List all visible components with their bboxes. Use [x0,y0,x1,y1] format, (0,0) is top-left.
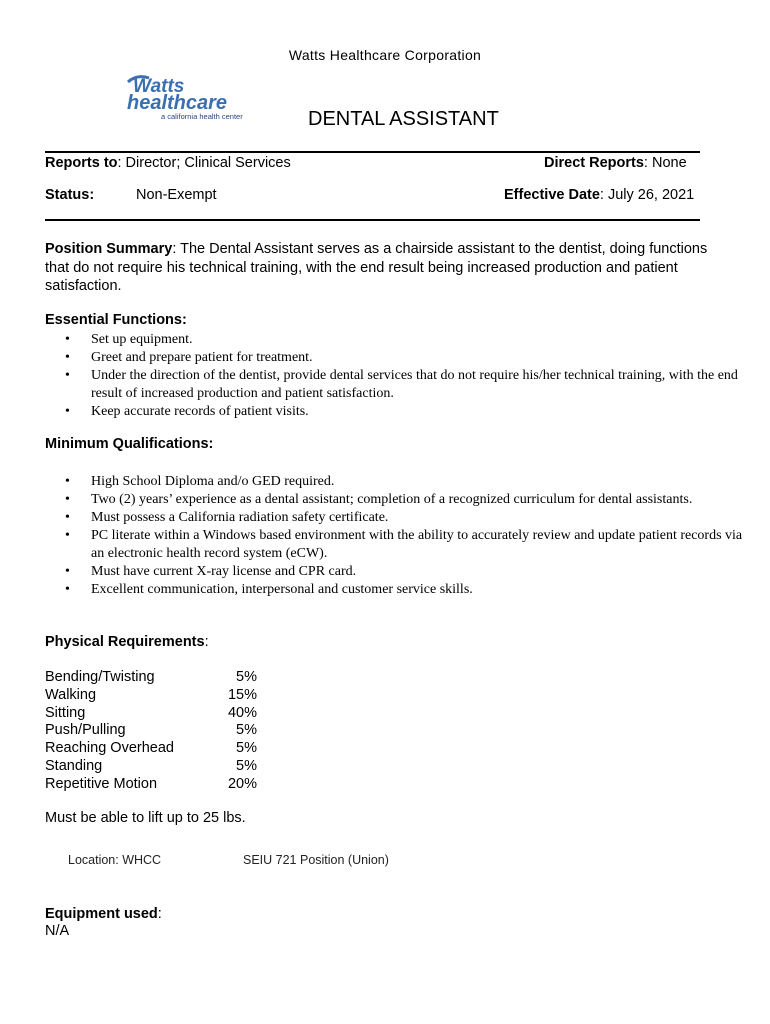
physical-requirements-heading [45,634,209,650]
activity-percent: 15% [227,686,257,703]
activity-percent: 5% [236,740,257,757]
list-item: • Must have current X-ray license and CPR card. [65,563,745,581]
activity-name: Repetitive Motion [45,775,158,792]
logo-wordmark-healthcare: healthcare [127,92,228,114]
activity-name: Sitting [45,704,86,721]
activity-name: Standing [45,757,103,774]
activity-name: Walking [45,686,97,703]
activity-percent: 5% [236,669,257,685]
list-item: • PC literate within a Windows based environment with the ability to accurately review and update patient records via an electronic health record system (eCW). [65,527,745,563]
direct-reports-value: : None [643,155,687,171]
divider-bottom [45,219,700,221]
reports-to-value: : Director; Clinical Services [117,155,291,171]
location: Location: WHCC [68,853,162,867]
essential-functions-list [65,331,745,421]
activity-percent: 40% [227,704,257,721]
essential-functions-heading: Essential Functions: [45,312,187,328]
reports-to [45,155,291,171]
table-row [45,776,265,794]
equipment-heading [45,906,162,922]
position-summary-text: : The Dental Assistant serves as a chairside assistant to the dentist, doing functions that do not require his technical training, with the end result being increased production and patient satisfaction. [45,241,708,294]
physical-requirements-label: Physical Requirements [45,634,205,650]
divider-top [45,151,700,153]
status-label: Status: [45,187,95,203]
reports-to-label: Reports to [45,155,118,171]
effective-date-label: Effective Date [504,187,600,203]
position-summary-label: Position Summary [45,241,173,257]
effective-date-value: : July 26, 2021 [599,187,695,203]
physical-requirements-colon: : [204,634,209,650]
table-row [45,722,265,740]
table-row [45,740,265,758]
physical-requirements-table [45,669,265,794]
list-item: • Set up equipment. [65,331,745,349]
table-row [45,669,265,687]
list-item: • Greet and prepare patient for treatment. [65,349,745,367]
equipment-value: N/A [45,923,70,939]
job-title: DENTAL ASSISTANT [308,108,499,130]
list-item: • Must possess a California radiation safety certificate. [65,509,745,527]
union-position: SEIU 721 Position (Union) [243,853,389,867]
direct-reports [544,155,687,171]
list-item: • Keep accurate records of patient visits. [65,403,745,421]
equipment-colon: : [157,906,162,922]
activity-percent: 5% [236,757,257,774]
lift-requirement: Must be able to lift up to 25 lbs. [45,810,246,826]
position-summary [45,240,735,296]
effective-date [504,187,694,203]
list-item: • Excellent communication, interpersonal and customer service skills. [65,581,745,599]
logo-tagline: a california health center [161,112,243,121]
activity-percent: 5% [236,722,257,739]
table-row [45,758,265,776]
table-row [45,687,265,705]
direct-reports-label: Direct Reports [544,155,644,171]
activity-percent: 20% [227,775,257,792]
qualifications-list [65,473,745,599]
list-item: • Two (2) years’ experience as a dental assistant; completion of a recognized curriculum for dental assistants. [65,491,745,509]
table-row [45,705,265,723]
status-value: Non-Exempt [136,187,217,203]
minimum-qualifications-heading: Minimum Qualifications: [45,436,214,452]
equipment-label: Equipment used [45,906,158,922]
watts-healthcare-logo [125,72,265,124]
list-item: • High School Diploma and/o GED required. [65,473,745,491]
organization-header: Watts Healthcare Corporation [288,47,482,63]
activity-name: Push/Pulling [45,722,126,739]
activity-name: Bending/Twisting [45,669,155,685]
logo-wordmark-watts: Watts [133,76,185,97]
activity-name: Reaching Overhead [45,740,174,757]
list-item: • Under the direction of the dentist, provide dental services that do not require his/her technical training, with the end result of increased production and patient satisfaction. [65,367,745,403]
